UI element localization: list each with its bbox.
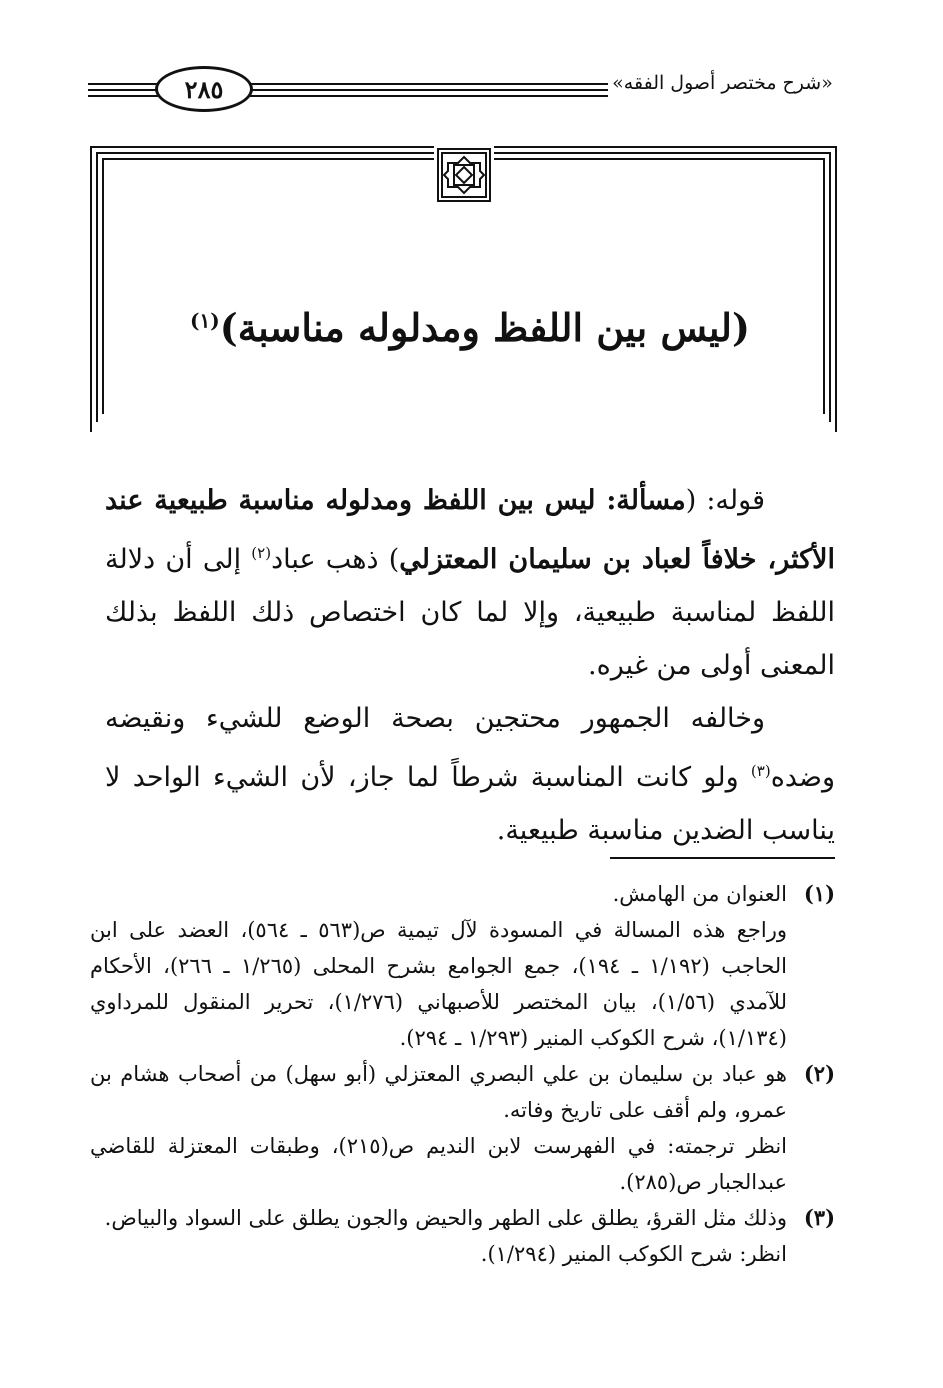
footnote-line: العنوان من الهامش. — [612, 882, 787, 906]
p1-rest: إلى أن دلالة اللفظ لمناسبة طبيعية، وإلا لما كان اختصاص ذلك اللفظ بذلك المعنى أولى من غيره. — [105, 544, 835, 681]
header-rule-right-bottom — [250, 95, 608, 97]
frame-left-outer — [90, 146, 92, 432]
p1-close: ) ذهب عباد — [271, 544, 400, 575]
header-rule-left-bottom — [88, 95, 158, 97]
ornament-icon — [436, 147, 492, 203]
paragraph-1 — [105, 474, 835, 692]
main-text — [105, 474, 835, 857]
footnotes — [90, 876, 835, 1272]
page-number: ٢٨٥ — [155, 66, 253, 112]
p1-footnote-ref: (٢) — [251, 544, 272, 562]
footnote-1 — [90, 876, 835, 1056]
chapter-title-footnote-ref: (١) — [190, 308, 220, 333]
footnote-number: (٣) — [803, 1205, 835, 1230]
header-rule-left-top — [88, 83, 158, 85]
frame-right-inner — [823, 158, 825, 414]
footnote-number: (١) — [803, 881, 835, 906]
chapter-title — [140, 305, 800, 350]
footnote-separator — [610, 857, 835, 859]
footnote-body — [90, 1056, 787, 1200]
footnote-body — [90, 1200, 787, 1272]
running-title: «شرح مختصر أصول الفقه» — [612, 72, 833, 94]
footnote-2 — [90, 1056, 835, 1200]
frame-left-inner — [102, 158, 104, 414]
frame-top-outer-left — [90, 146, 434, 148]
header-rule-left-mid — [88, 89, 156, 91]
frame-right-outer — [835, 146, 837, 432]
p1-bold-quote: مسألة: ليس بين اللفظ ومدلوله مناسبة طبيعية عند الأكثر، خلافاً لعباد بن سليمان المعتزلي — [105, 485, 835, 575]
paragraph-2 — [105, 692, 835, 857]
footnote-line: انظر ترجمته: في الفهرست لابن النديم ص(٢١٥)، وطبقات المعتزلة للقاضي عبدالجبار ص(٢٨٥). — [90, 1134, 787, 1194]
footnote-line: وذلك مثل القرؤ، يطلق على الطهر والحيض والجون يطلق على السواد والبياض. — [104, 1206, 787, 1230]
p2-part-b: ولو كانت المناسبة شرطاً لما جاز، لأن الشيء الواحد لا يناسب الضدين مناسبة طبيعية. — [105, 762, 835, 846]
p2-part-a: وخالفه الجمهور محتجين بصحة الوضع للشيء ونقيضه وضده — [105, 703, 835, 793]
frame-top-mid-left — [96, 152, 434, 154]
header-rule-right-top — [250, 83, 608, 85]
header-rule-right-mid — [252, 89, 608, 91]
frame-left-mid — [96, 152, 98, 422]
p2-footnote-ref: (٣) — [750, 762, 771, 780]
p1-intro: قوله: ( — [685, 485, 765, 516]
footnote-line: هو عباد بن سليمان بن علي البصري المعتزلي (أبو سهل) من أصحاب هشام بن عمرو، ولم أقف على تاريخ وفاته. — [90, 1062, 787, 1122]
frame-top-inner-left — [102, 158, 434, 160]
chapter-title-text: (ليس بين اللفظ ومدلوله مناسبة) — [219, 305, 750, 350]
footnote-line: وراجع هذه المسالة في المسودة لآل تيمية ص(٥٦٣ ـ ٥٦٤)، العضد على ابن الحاجب (١/١٩٢ ـ ١٩٤)، جمع الجوامع بشرح المحلى (١/٢٦٥ ـ ٢٦٦)، الأحكام للآمدي (١/٥٦)، بيان المختصر للأصبهاني (١/٢٧٦)، تحرير المنقول للمرداوي (١/١٣٤)، شرح الكوكب المنير (١/٢٩٣ ـ ٢٩٤). — [90, 918, 787, 1050]
footnote-body — [90, 876, 787, 1056]
footnote-number: (٢) — [803, 1061, 835, 1086]
footnote-line: انظر: شرح الكوكب المنير (١/٢٩٤). — [480, 1242, 787, 1266]
frame-top-outer-right — [494, 146, 837, 148]
frame-right-mid — [829, 152, 831, 422]
frame-top-mid-right — [494, 152, 831, 154]
frame-top-inner-right — [494, 158, 825, 160]
footnote-3 — [90, 1200, 835, 1272]
